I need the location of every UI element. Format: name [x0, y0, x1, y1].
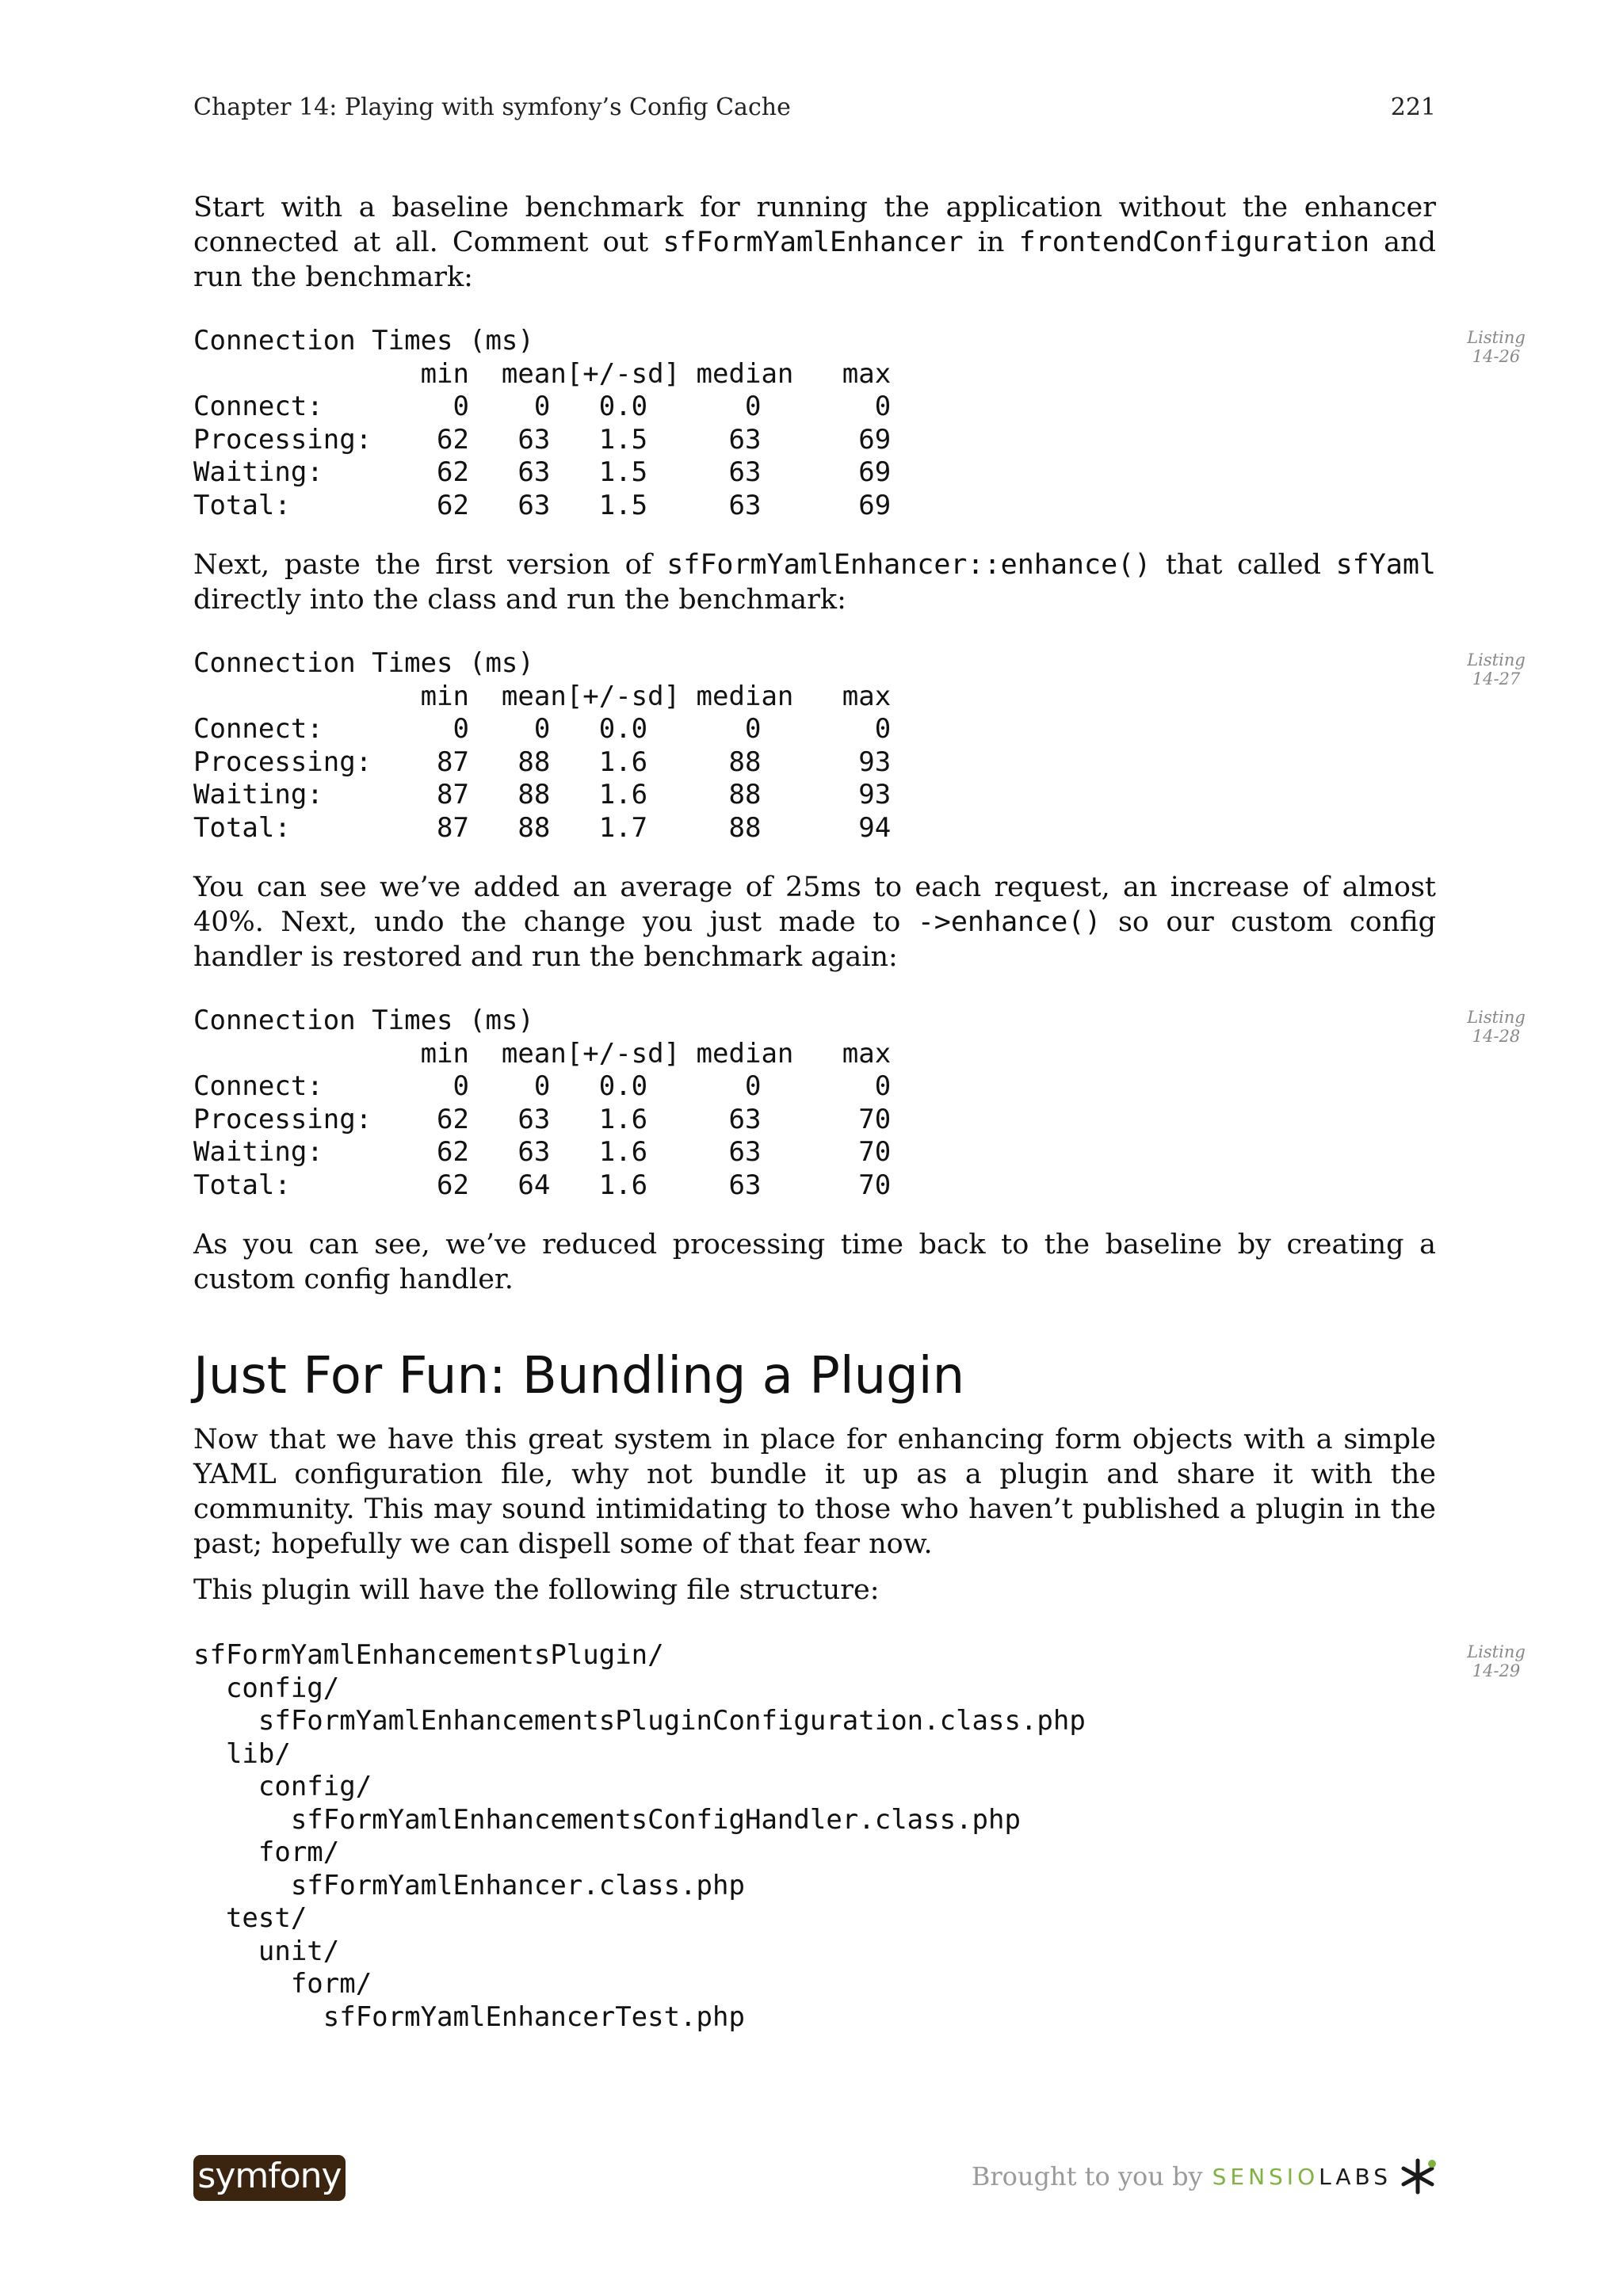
- listing-14-28: [193, 1005, 1526, 1202]
- paragraph-file-structure: This plugin will have the following file structure:: [193, 1574, 880, 1606]
- text-run: that called: [1151, 549, 1336, 581]
- symfony-logo: [193, 2155, 346, 2201]
- paragraph-reduced-time: As you can see, we’ve reduced processing time back to the baseline by creating a custom config handler.: [193, 1229, 1436, 1295]
- text-run: You can see we’ve added an average of 25ms to each request, an increase of almost 40%. Next, undo the change you just made to: [193, 871, 1436, 938]
- text-run: so our custom config handler is restored and run the benchmark again:: [193, 906, 1437, 973]
- text-run: directly into the class and run the benchmark:: [193, 584, 846, 616]
- brand-sensio: SENSIO: [1212, 2163, 1319, 2190]
- paragraph-first-version: [193, 547, 1436, 617]
- text-run: Next, paste the first version of: [193, 549, 667, 581]
- symfony-logo-text: symfony: [197, 2156, 342, 2196]
- text-run: and run the benchmark:: [193, 227, 1436, 293]
- sensiolabs-asterisk-icon: [1400, 2157, 1436, 2195]
- inline-code: ->enhance(): [917, 906, 1102, 938]
- listing-14-29: [193, 1639, 1526, 2034]
- paragraph-baseline: [193, 190, 1436, 295]
- inline-code: frontendConfiguration: [1018, 227, 1370, 258]
- code-block: Connection Times (ms) min mean[+/-sd] median max Connect: 0 0 0.0 0 0 Processing: 62 63 1.6 63 70 Waiting: 62 63 1.6 63 70 Total: 62 64 1.6 63 70: [193, 1005, 892, 1201]
- code-block: sfFormYamlEnhancementsPlugin/ config/ sfFormYamlEnhancementsPluginConfiguration.class.php lib/ config/ sfFormYamlEnhancementsConfigHandler.class.php form/ sfFormYamlEnhancer.class.php test/ unit/ form/ sfFormYamlEnhancerTest.php: [193, 1639, 1086, 2033]
- listing-label-text: Listing 14-27: [1467, 650, 1526, 688]
- listing-label: [1436, 1642, 1556, 1680]
- listing-label-text: Listing 14-26: [1467, 328, 1526, 366]
- listing-label-text: Listing 14-28: [1467, 1008, 1526, 1046]
- paragraph-bundle-plugin: Now that we have this great system in place for enhancing form objects with a simple YAML configuration file, why not bundle it up as a plugin and share it with the community. This may sound intimidating to those who haven’t published a plugin in the past; hopefully we can dispell some of that fear now.: [193, 1424, 1436, 1560]
- page-header: [193, 93, 1436, 133]
- inline-code: sfFormYamlEnhancer::enhance(): [666, 549, 1151, 581]
- code-block: Connection Times (ms) min mean[+/-sd] median max Connect: 0 0 0.0 0 0 Processing: 87 88 1.6 88 93 Waiting: 87 88 1.6 88 93 Total: 87 88 1.7 88 94: [193, 647, 892, 844]
- inline-code: sfYaml: [1335, 549, 1436, 581]
- text-run: in: [963, 227, 1019, 258]
- section-heading: Just For Fun: Bundling a Plugin: [193, 1347, 965, 1405]
- listing-14-27: [193, 647, 1526, 845]
- brand-labs: LABS: [1319, 2163, 1392, 2190]
- page-content: [193, 190, 1526, 2034]
- listing-label-text: Listing 14-29: [1467, 1642, 1526, 1680]
- paragraph-average-increase: [193, 870, 1436, 974]
- footer-credit: [972, 2149, 1436, 2204]
- chapter-title: Chapter 14: Playing with symfony’s Config Cache: [193, 93, 791, 121]
- listing-14-26: [193, 325, 1526, 522]
- code-block: Connection Times (ms) min mean[+/-sd] median max Connect: 0 0 0.0 0 0 Processing: 62 63 1.5 63 69 Waiting: 62 63 1.5 63 69 Total: 62 63 1.5 63 69: [193, 325, 892, 521]
- text-run: Start with a baseline benchmark for running the application without the enhancer connected at all. Comment out: [193, 192, 1436, 258]
- listing-label: [1436, 328, 1556, 366]
- page-number: 221: [1390, 93, 1436, 121]
- brought-to-you-text: Brought to you by: [971, 2161, 1203, 2191]
- inline-code: sfFormYamlEnhancer: [663, 227, 964, 258]
- listing-label: [1436, 650, 1556, 688]
- listing-label: [1436, 1008, 1556, 1046]
